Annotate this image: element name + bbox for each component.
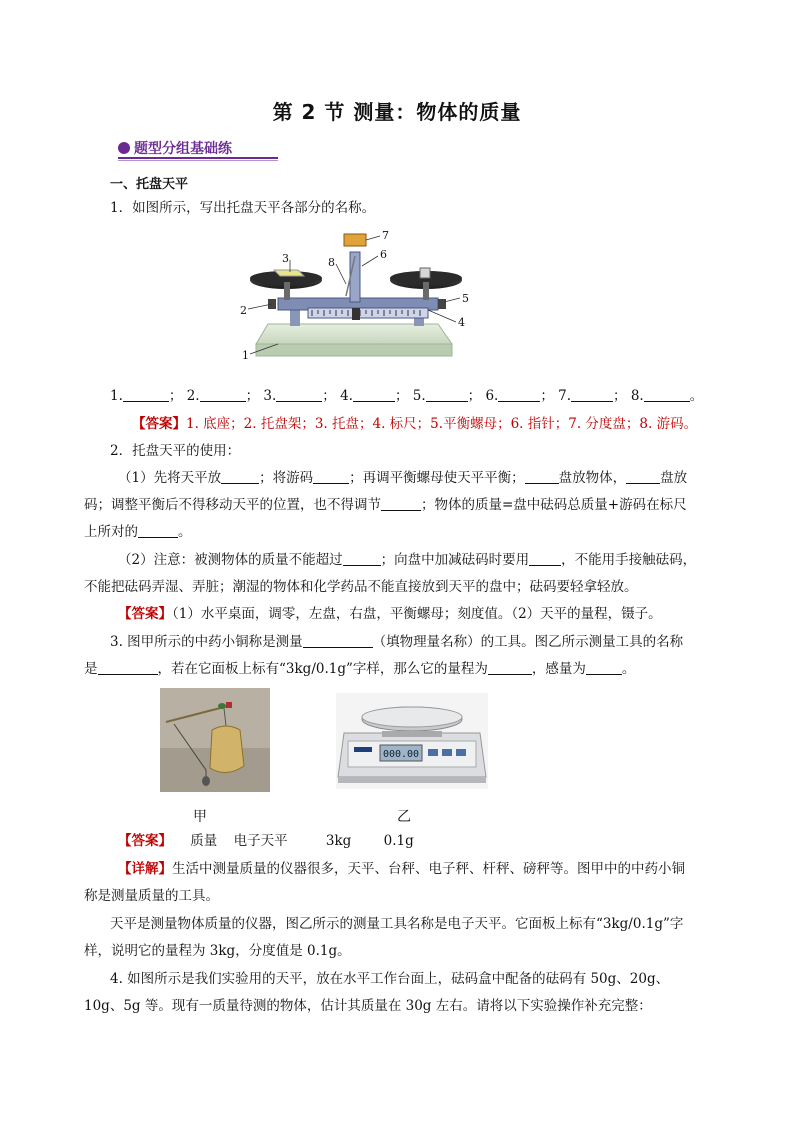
q1-stem: 1．如图所示，写出托盘天平各部分的名称。: [110, 200, 376, 216]
blank-8[interactable]: [644, 388, 690, 402]
blank-q3-4[interactable]: [586, 661, 622, 675]
blank-7[interactable]: [571, 388, 613, 402]
electronic-balance-photo: [336, 693, 488, 789]
blank-2[interactable]: [200, 388, 246, 402]
fig-label-6: 6: [380, 248, 387, 261]
fig-label-1: 1: [242, 349, 249, 362]
blank-q3-1[interactable]: [303, 634, 373, 648]
fig-label-7: 7: [382, 229, 389, 242]
q3-detail-1: 【详解】生活中测量质量的仪器很多，天平、台秤、电子秤、杆秤、磅秤等。图甲中的中药小铜: [118, 861, 685, 877]
blank-q2-3[interactable]: [525, 470, 559, 484]
blank-4[interactable]: [353, 388, 395, 402]
q1-answer: 【答案】1. 底座；2. 托盘架；3. 托盘；4. 标尺；5.平衡螺母；6. 指针；7. 分度盘；8. 游码。: [132, 416, 698, 432]
blank-q3-2[interactable]: [98, 661, 158, 675]
blank-q2-6[interactable]: [138, 524, 178, 538]
section-tag-label: 题型分组基础练: [134, 141, 232, 157]
tag-underline: [118, 157, 278, 159]
scale-display-readout: 000.00: [382, 749, 420, 760]
blank-q2-7[interactable]: [343, 552, 381, 566]
bullet-dot-icon: [118, 142, 130, 154]
q3-line1: 3. 图甲所示的中药小铜称是测量 （填物理量名称）的工具。图乙所示测量工具的名称: [110, 634, 684, 650]
section-heading: 一、托盘天平: [110, 177, 189, 192]
q3-detail-3: 天平是测量物体质量的仪器，图乙所示的测量工具名称是电子天平。它面板上标有“3kg/0.1g”字: [110, 916, 684, 932]
blank-q2-1[interactable]: [221, 470, 259, 484]
fig-label-4: 4: [458, 316, 465, 329]
blank-1[interactable]: [123, 388, 169, 402]
blank-q2-4[interactable]: [626, 470, 660, 484]
blank-5[interactable]: [426, 388, 468, 402]
q3-answer: 【答案】 质量 电子天平 3kg 0.1g: [118, 833, 414, 849]
q1-blanks: 1. ； 2. ； 3. ； 4. ； 5. ； 6. ； 7. ； 8. 。: [110, 388, 704, 404]
caption-jia: 甲: [193, 809, 207, 825]
tag-underline-thin: [118, 160, 278, 161]
fig-label-8: 8: [328, 256, 335, 269]
q4-line1: 4. 如图所示是我们实验用的天平，放在水平工作台面上，砝码盒中配备的砝码有 50g、20g、: [110, 971, 670, 987]
copper-steelyard-photo: [160, 688, 270, 792]
q2-p1-line2: 码；调整平衡后不得移动天平的位置，也不得调节 ；物体的质量=盘中砝码总质量+游码在标尺: [84, 497, 687, 513]
fig-label-2: 2: [240, 304, 247, 317]
q4-line2: 10g、5g 等。现有一质量待测的物体，估计其质量在 30g 左右。请将以下实验操作补充完整：: [84, 998, 652, 1014]
q3-detail-4: 样，说明它的量程为 3kg，分度值是 0.1g。: [84, 943, 351, 959]
blank-3[interactable]: [276, 388, 322, 402]
blank-q2-8[interactable]: [529, 552, 561, 566]
caption-yi: 乙: [397, 809, 411, 825]
q3-detail-2: 称是测量质量的工具。: [84, 888, 219, 904]
balance-figure: [238, 226, 478, 364]
q2-stem: 2．托盘天平的使用：: [110, 443, 241, 459]
q2-p1-line3: 上所对的 。: [84, 524, 192, 540]
blank-q2-2[interactable]: [313, 470, 349, 484]
q2-answer: 【答案】（1）水平桌面，调零，左盘，右盘，平衡螺母；刻度值。（2）天平的量程，镊子。: [118, 606, 662, 622]
fig-label-3: 3: [282, 252, 289, 265]
fig-label-5: 5: [462, 292, 469, 305]
section-tag: [118, 138, 232, 158]
blank-q3-3[interactable]: [488, 661, 532, 675]
blank-q2-5[interactable]: [381, 497, 421, 511]
blank-6[interactable]: [498, 388, 540, 402]
q3-line2: 是 ，若在它面板上标有“3kg/0.1g”字样，那么它的量程为 ，感量为 。: [84, 661, 636, 677]
q2-p2-line1: （2）注意：被测物体的质量不能超过 ；向盘中加减砝码时要用 ，不能用手接触砝码，: [118, 552, 697, 568]
q2-p2-line2: 不能把砝码弄湿、弄脏；潮湿的物体和化学药品不能直接放到天平的盘中；砝码要轻拿轻放。: [84, 579, 638, 595]
q2-p1-line1: （1）先将天平放 ；将游码 ；再调平衡螺母使天平平衡； 盘放物体， 盘放: [118, 470, 688, 486]
page-title: 第 2 节 测量：物体的质量: [272, 100, 522, 124]
